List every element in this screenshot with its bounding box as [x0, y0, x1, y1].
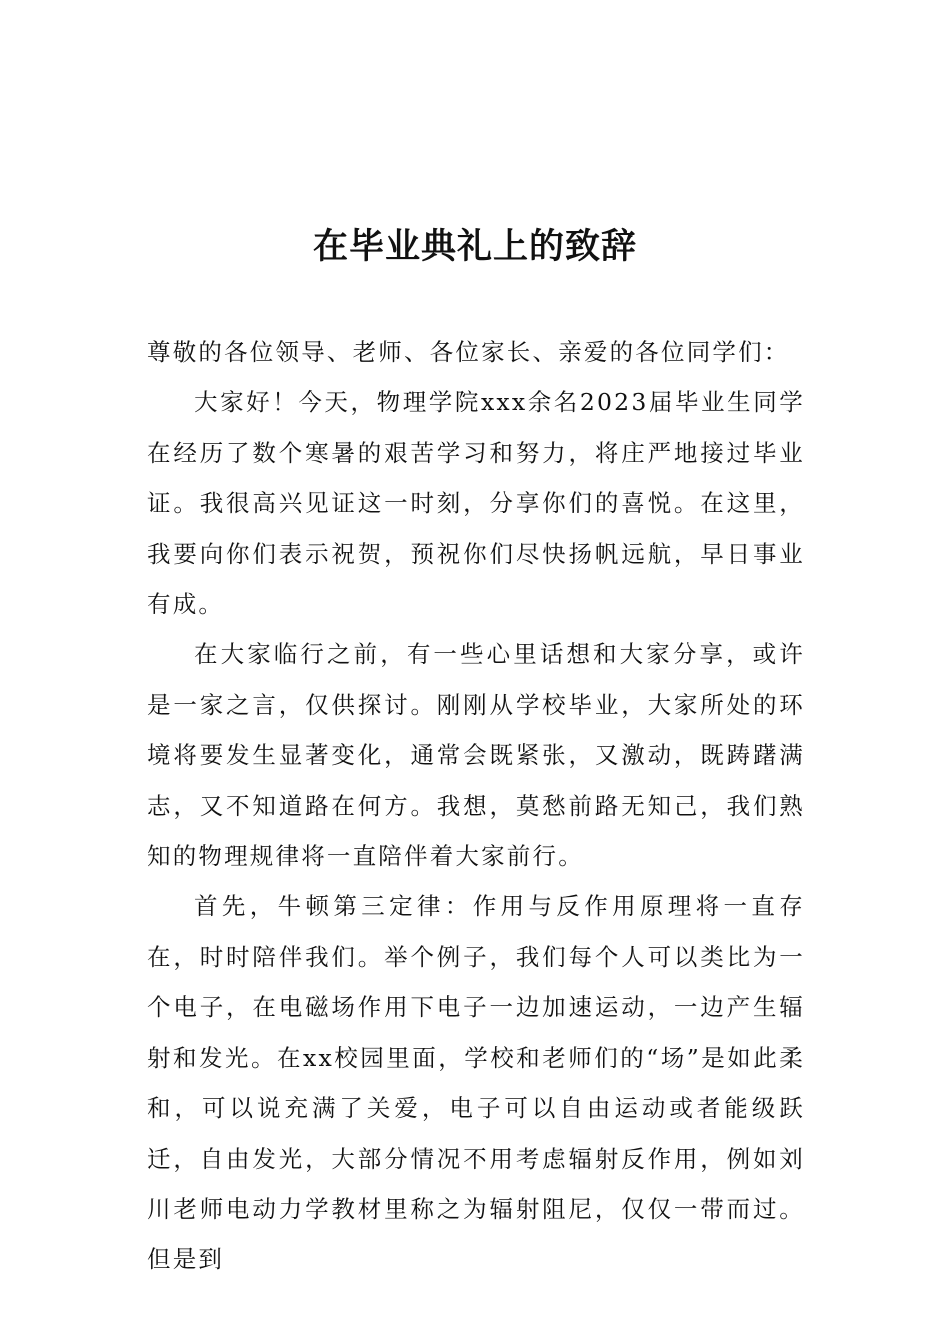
paragraph-2: 在大家临行之前，有一些心里话想和大家分享，或许是一家之言，仅供探讨。刚刚从学校毕业，大家所处的环境将要发生显著变化，通常会既紧张，又激动，既踌躇满志，又不知道路在何方。我想，莫愁前路无知己，我们熟知的物理规律将一直陪伴着大家前行。	[147, 640, 805, 871]
document-title: 在毕业典礼上的致辞	[312, 226, 637, 267]
document-body	[147, 327, 805, 1285]
paragraph-3: 首先，牛顿第三定律：作用与反作用原理将一直存在，时时陪伴我们。举个例子，我们每个人可以类比为一个电子，在电磁场作用下电子一边加速运动，一边产生辐射和发光。在xx校园里面，学校和老师们的“场”是如此柔和，可以说充满了关爱，电子可以自由运动或者能级跃迁，自由发光，大部分情况不用考虑辐射反作用，例如刘川老师电动力学教材里称之为辐射阻尼，仅仅一带而过。但是到	[147, 892, 805, 1274]
paragraph-1: 大家好！今天，物理学院xxx余名2023届毕业生同学在经历了数个寒暑的艰苦学习和努力，将庄严地接过毕业证。我很高兴见证这一时刻，分享你们的喜悦。在这里，我要向你们表示祝贺，预祝你们尽快扬帆远航，早日事业有成。	[147, 388, 805, 619]
salutation: 尊敬的各位领导、老师、各位家长、亲爱的各位同学们：	[147, 338, 790, 366]
